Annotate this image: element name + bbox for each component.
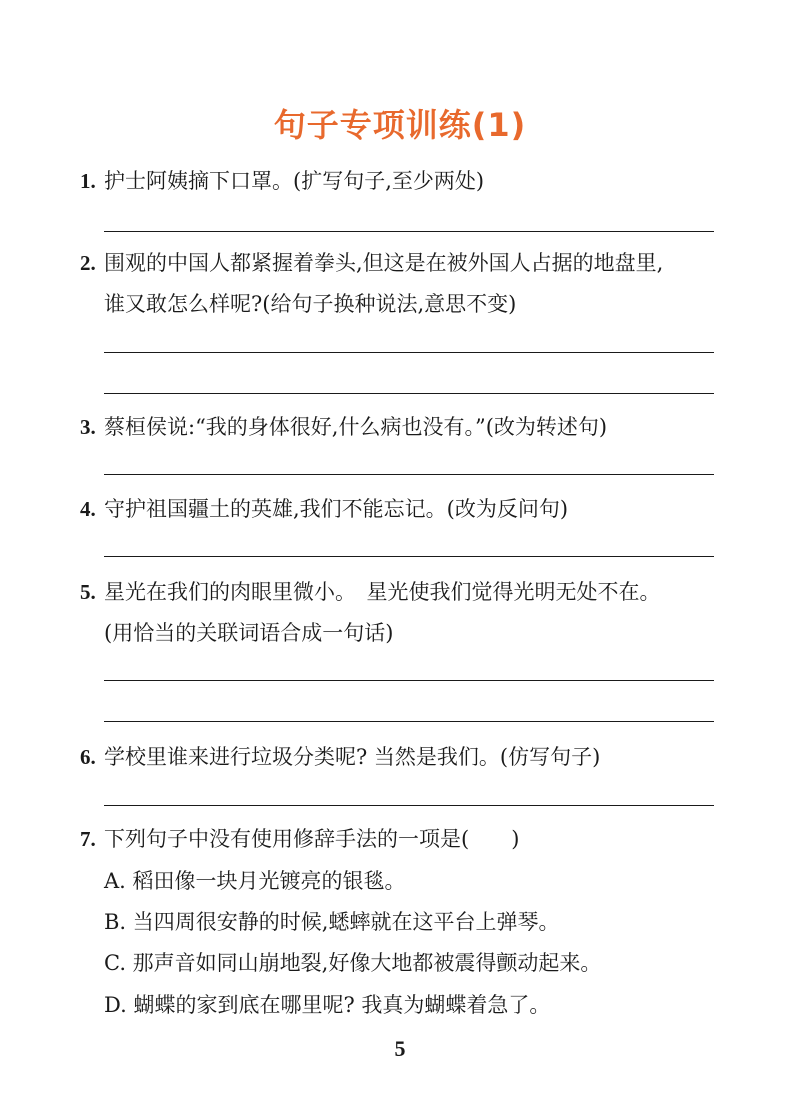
question-text: 星光在我们的肉眼里微小。 星光使我们觉得光明无处不在。 [104,580,661,604]
question-number: 2. [80,251,96,275]
option-c[interactable]: C. 那声音如同山崩地裂,好像大地都被震得颤动起来。 [104,951,602,975]
question-number: 3. [80,415,96,439]
question-text[interactable]: 下列句子中没有使用修辞手法的一项是( ) [104,827,520,851]
option-b[interactable]: B. 当四周很安静的时候,蟋蟀就在这平台上弹琴。 [104,910,560,934]
answer-line[interactable] [104,680,714,681]
option-d[interactable]: D. 蝴蝶的家到底在哪里呢? 我真为蝴蝶着急了。 [104,993,551,1017]
answer-line[interactable] [104,721,714,722]
answer-line[interactable] [104,393,714,394]
question-text-continued: 谁又敢怎么样呢?(给句子换种说法,意思不变) [104,292,517,316]
question-text-continued: (用恰当的关联词语合成一句话) [104,621,394,645]
question-text: 护士阿姨摘下口罩。(扩写句子,至少两处) [104,169,485,193]
answer-line[interactable] [104,352,714,353]
question-number: 5. [80,580,96,604]
question-text: 学校里谁来进行垃圾分类呢? 当然是我们。(仿写句子) [104,745,601,769]
page-number: 5 [394,1036,406,1061]
question-number: 4. [80,497,96,521]
question-number: 7. [80,827,96,851]
question-text: 蔡桓侯说:“我的身体很好,什么病也没有。”(改为转述句) [104,415,608,439]
answer-line[interactable] [104,231,714,232]
question-number: 1. [80,169,96,193]
answer-line[interactable] [104,474,714,475]
question-number: 6. [80,745,96,769]
question-text: 围观的中国人都紧握着拳头,但这是在被外国人占据的地盘里, [104,251,664,275]
answer-line[interactable] [104,556,714,557]
page-title: 句子专项训练(1) [273,106,527,144]
question-text: 守护祖国疆土的英雄,我们不能忘记。(改为反问句) [104,497,569,521]
option-a[interactable]: A. 稻田像一块月光镀亮的银毯。 [104,869,406,893]
answer-line[interactable] [104,805,714,806]
